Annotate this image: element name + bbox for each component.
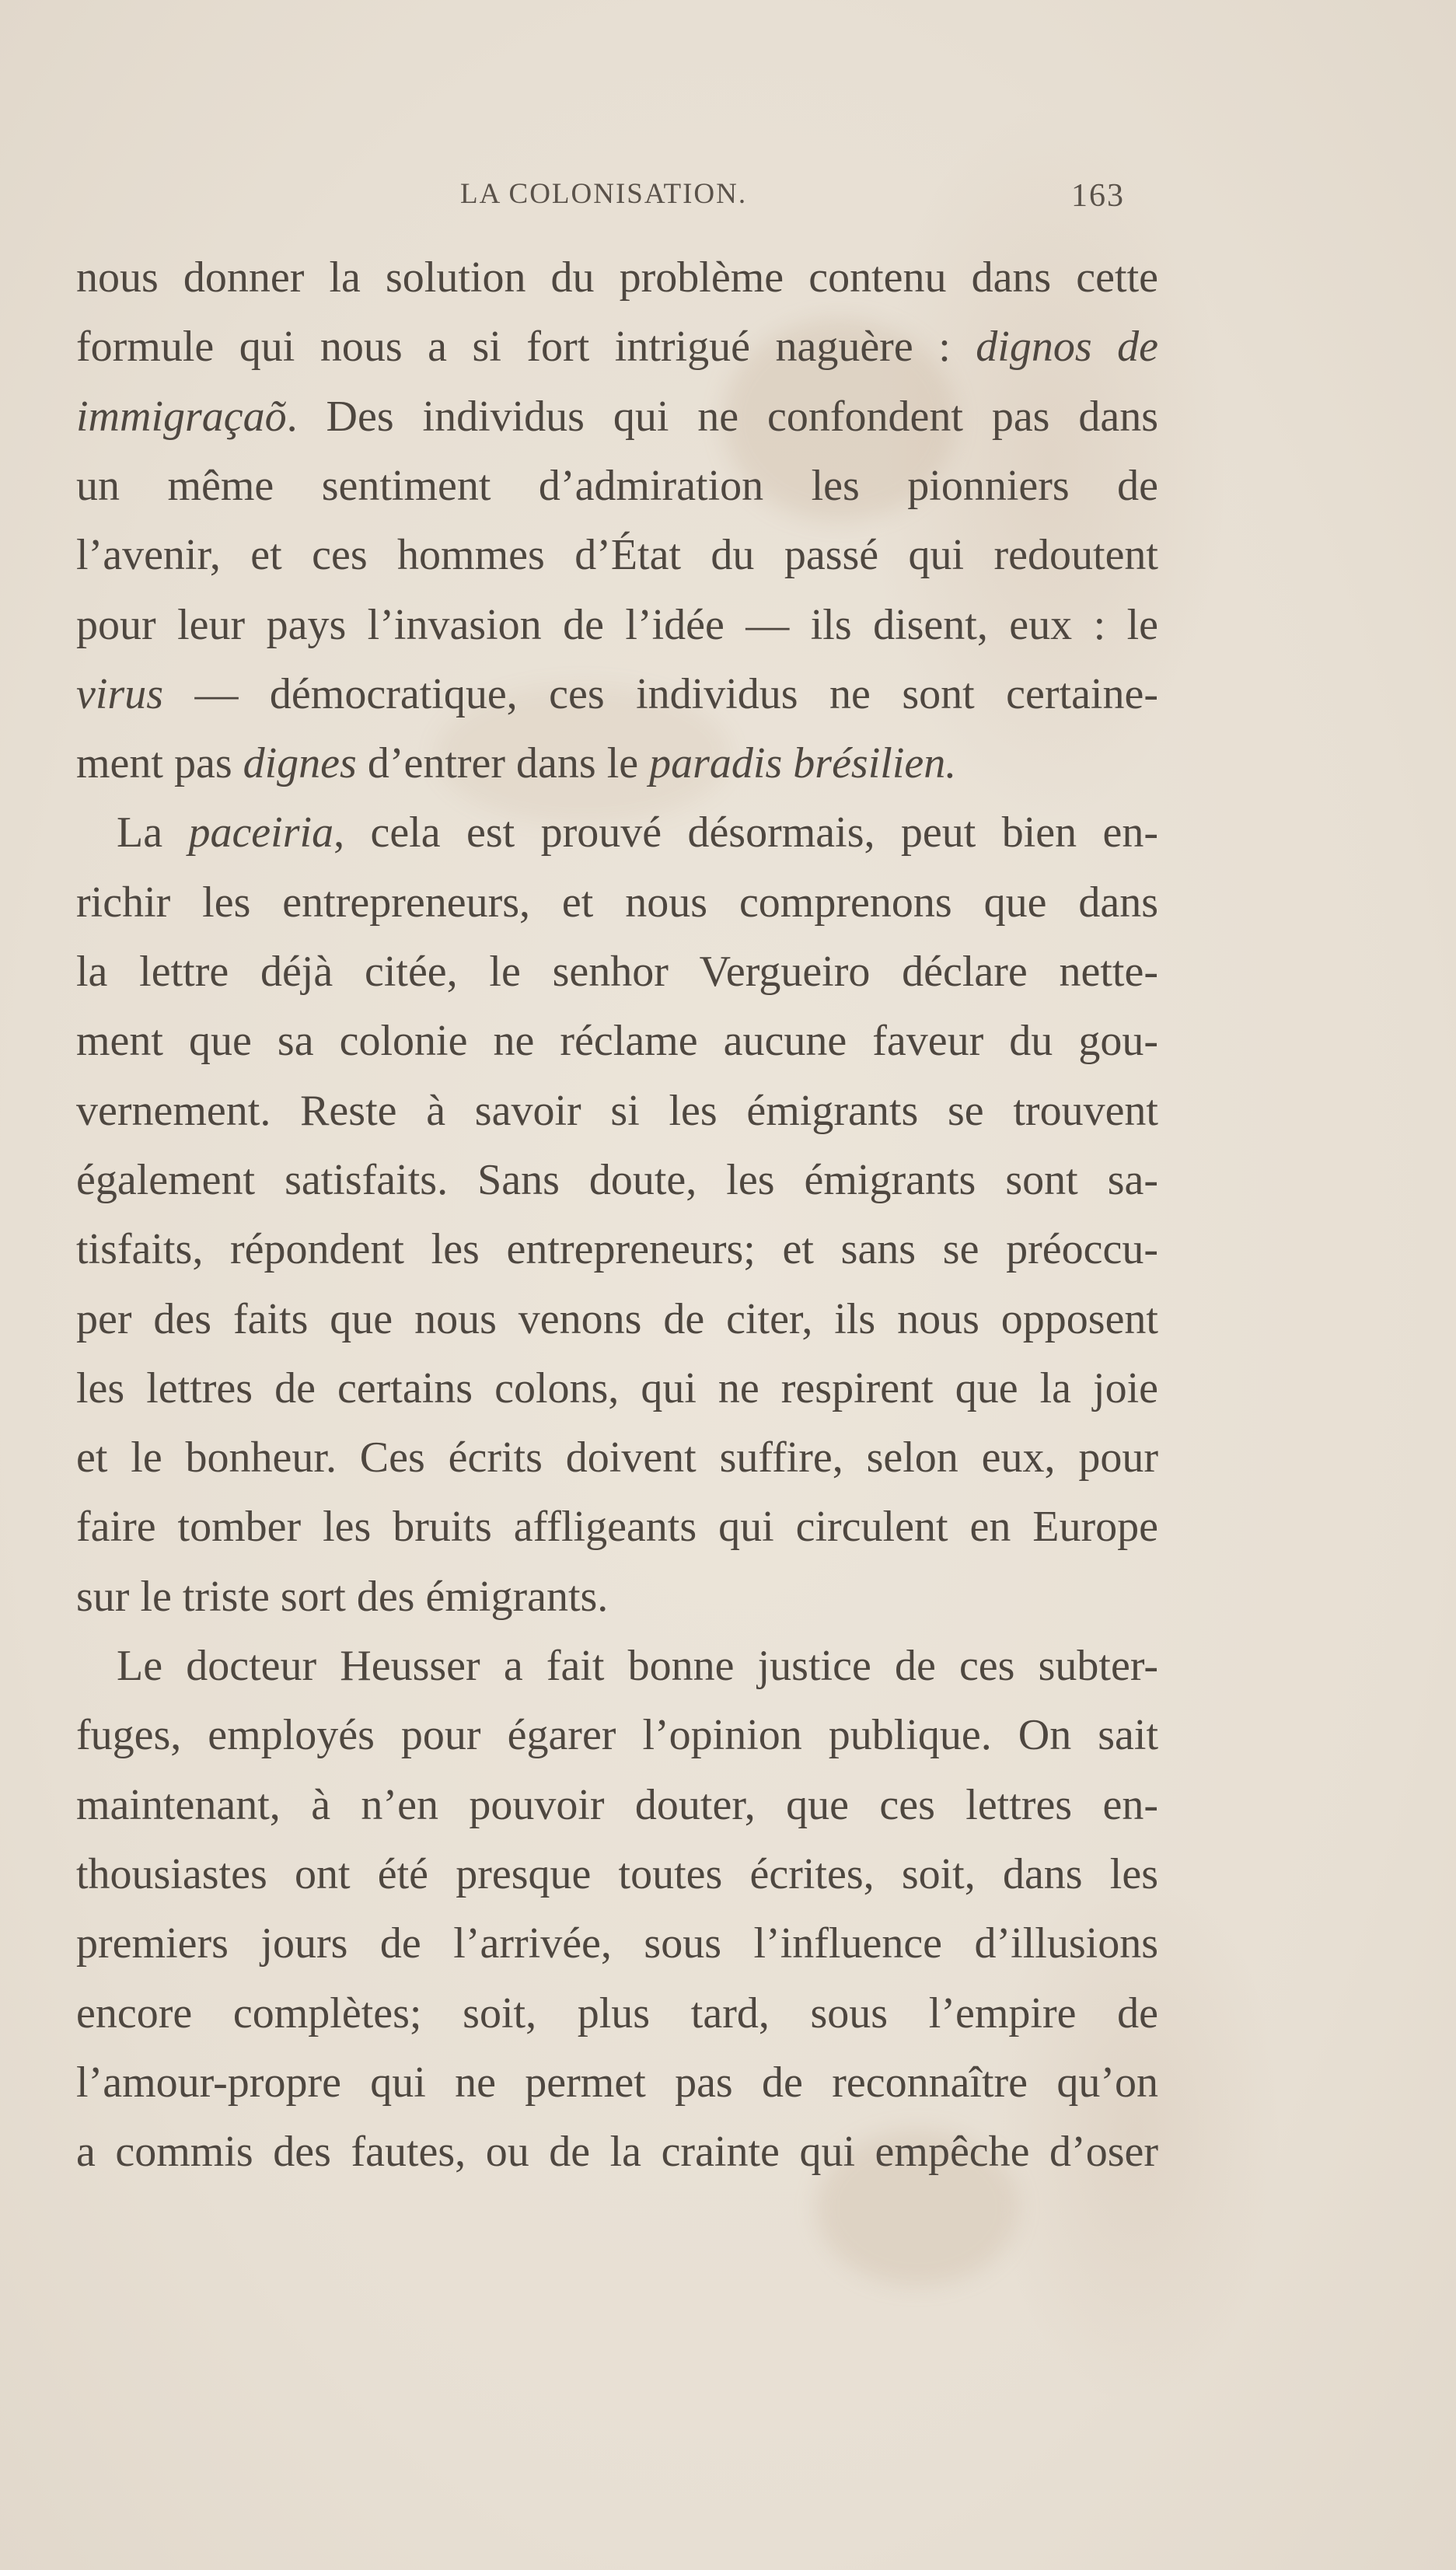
text-line	[76, 1076, 1158, 1146]
running-title: LA COLONISATION.	[460, 178, 748, 210]
text-segment: les lettres de certains colons, qui ne respirent que la joie	[76, 1364, 1158, 1412]
text-segment: l’amour-propre qui ne permet pas de reconnaître qu’on	[76, 2058, 1158, 2107]
text-line	[76, 1006, 1158, 1076]
text-line	[76, 1839, 1158, 1909]
text-line	[76, 1700, 1158, 1770]
text-segment: richir les entrepreneurs, et nous comprenons que dans	[76, 878, 1158, 927]
text-segment: nous donner la solution du problème contenu dans cette	[76, 253, 1158, 302]
italic-text: dignes	[243, 739, 357, 787]
text-segment: ment pas	[76, 739, 243, 787]
text-segment: vernement. Reste à savoir si les émigrants se trouvent	[76, 1087, 1158, 1135]
text-line	[76, 937, 1158, 1007]
text-line	[76, 1145, 1158, 1215]
text-segment: per des faits que nous venons de citer, ils nous opposent	[76, 1295, 1158, 1343]
text-line	[76, 243, 1158, 313]
text-line	[76, 1492, 1158, 1562]
text-line	[76, 1284, 1158, 1354]
text-line	[117, 1631, 1158, 1701]
italic-text: virus	[76, 670, 163, 718]
italic-text: paradis brésilien.	[649, 739, 957, 787]
text-segment: La	[117, 808, 189, 857]
text-line	[76, 382, 1158, 452]
italic-text: dignos de	[976, 323, 1158, 371]
text-line	[76, 1353, 1158, 1423]
text-line	[76, 1214, 1158, 1284]
text-line	[76, 590, 1158, 660]
text-line	[76, 1770, 1158, 1840]
text-segment: , cela est prouvé désormais, peut bien en-	[333, 808, 1158, 857]
running-head	[0, 177, 1456, 224]
text-line	[76, 2117, 1158, 2187]
text-segment: fuges, employés pour égarer l’opinion publique. On sait	[76, 1711, 1158, 1759]
text-segment: et le bonheur. Ces écrits doivent suffire, selon eux, pour	[76, 1433, 1158, 1482]
text-segment: ment que sa colonie ne réclame aucune faveur du gou-	[76, 1017, 1158, 1065]
text-segment: premiers jours de l’arrivée, sous l’influence d’illusions	[76, 1919, 1158, 1968]
text-segment: maintenant, à n’en pouvoir douter, que ces lettres en-	[76, 1781, 1158, 1829]
text-line	[76, 520, 1158, 590]
page-number: 163	[1071, 178, 1125, 214]
italic-text: immigraçaõ	[76, 393, 287, 441]
text-line	[76, 312, 1158, 382]
text-segment: — démocratique, ces individus ne sont certaine-	[163, 670, 1158, 718]
text-line	[117, 798, 1158, 868]
text-segment: encore complètes; soit, plus tard, sous l’empire de	[76, 1989, 1158, 2037]
text-segment: également satisfaits. Sans doute, les émigrants sont sa-	[76, 1156, 1158, 1204]
text-segment: faire tomber les bruits affligeants qui circulent en Europe	[76, 1503, 1158, 1551]
text-line	[76, 1423, 1158, 1493]
text-line	[76, 2048, 1158, 2118]
text-segment: tisfaits, répondent les entrepreneurs; et sans se préoccu-	[76, 1225, 1158, 1273]
text-line	[76, 451, 1158, 521]
text-line	[76, 728, 1158, 798]
text-line	[76, 1562, 1158, 1632]
text-segment: d’entrer dans le	[356, 739, 650, 787]
text-segment: a commis des fautes, ou de la crainte qui empêche d’oser	[76, 2128, 1158, 2176]
text-segment: la lettre déjà citée, le senhor Vergueiro déclare nette-	[76, 948, 1158, 996]
text-segment: pour leur pays l’invasion de l’idée — ils disent, eux : le	[76, 601, 1158, 649]
text-segment: . Des individus qui ne confondent pas dans	[286, 393, 1158, 441]
text-line	[76, 1908, 1158, 1978]
text-segment: formule qui nous a si fort intrigué naguère :	[76, 323, 976, 371]
text-line	[76, 1978, 1158, 2048]
text-segment: un même sentiment d’admiration les pionniers de	[76, 462, 1158, 510]
text-segment: l’avenir, et ces hommes d’État du passé qui redoutent	[76, 531, 1158, 579]
italic-text: paceiria	[188, 808, 334, 857]
text-segment: sur le triste sort des émigrants.	[76, 1573, 609, 1621]
text-segment: Le docteur Heusser a fait bonne justice de ces subter-	[117, 1642, 1158, 1690]
text-line	[76, 868, 1158, 938]
text-line	[76, 659, 1158, 729]
text-segment: thousiastes ont été presque toutes écrites, soit, dans les	[76, 1850, 1158, 1898]
